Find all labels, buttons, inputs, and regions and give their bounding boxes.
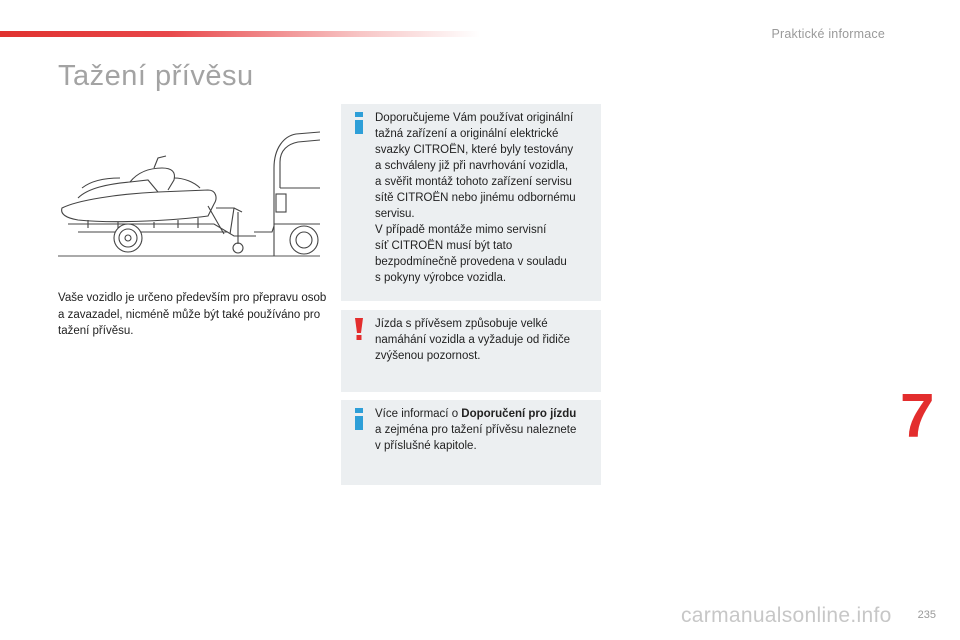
info-note-box	[341, 104, 601, 301]
note-line: servisu.	[375, 208, 415, 220]
note-line: síť CITROËN musí být tato	[375, 240, 513, 252]
info-icon	[353, 408, 365, 430]
note-line	[375, 406, 595, 422]
warning-note-box	[341, 310, 601, 392]
note-line: bezpodmínečně provedena v souladu	[375, 256, 567, 268]
note-line: v příslušné kapitole.	[375, 440, 477, 452]
page-number: 235	[917, 609, 936, 621]
section-header: Praktické informace	[771, 27, 885, 41]
note-line: svazky CITROËN, které byly testovány	[375, 144, 574, 156]
note-line: V případě montáže mimo servisní	[375, 224, 547, 236]
info-note-text	[375, 406, 595, 454]
note-line: s pokyny výrobce vozidla.	[375, 272, 507, 284]
watermark: carmanualsonline.info	[681, 604, 892, 627]
note-line: namáhání vozidla a vyžaduje od řidiče	[375, 334, 570, 346]
note-line: Doporučujeme Vám používat originální	[375, 112, 574, 124]
note-line: a schváleny již při navrhování vozidla,	[375, 160, 569, 172]
info-note-box	[341, 400, 601, 485]
trailer-with-jetski-illustration	[58, 128, 320, 260]
page-title: Tažení přívěsu	[58, 60, 254, 92]
note-line: Jízda s přívěsem způsobuje velké	[375, 318, 548, 330]
note-line: sítě CITROËN nebo jinému odbornému	[375, 192, 576, 204]
note-line: a svěřit montáž tohoto zařízení servisu	[375, 176, 572, 188]
warning-note-text	[375, 316, 595, 364]
chapter-number: 7	[900, 382, 935, 451]
warning-icon	[353, 318, 365, 340]
info-icon	[353, 112, 365, 134]
info-note-text	[375, 110, 595, 286]
note-line: a zejména pro tažení přívěsu naleznete	[375, 424, 577, 436]
chapter-reference: Doporučení pro jízdu	[461, 408, 577, 420]
intro-paragraph: Vaše vozidlo je určeno především pro přepravu osob a zavazadel, nicméně může být také používáno pro tažení přívěsu.	[58, 292, 327, 337]
note-prefix: Více informací o	[375, 408, 462, 420]
note-line: tažná zařízení a originální elektrické	[375, 128, 559, 140]
header-accent-bar	[0, 31, 480, 37]
note-line: zvýšenou pozornost.	[375, 350, 481, 362]
